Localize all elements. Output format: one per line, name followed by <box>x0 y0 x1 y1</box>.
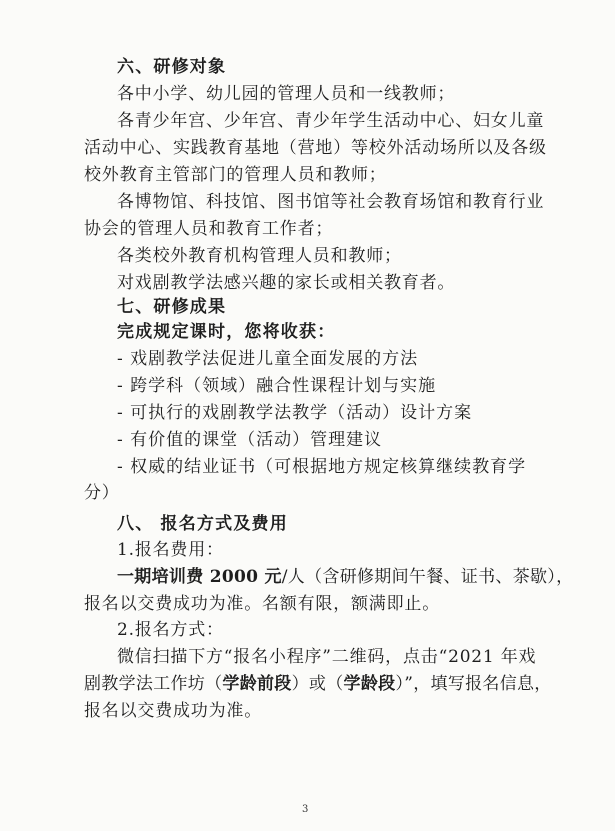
method-line-3: 报名以交费成功为准。 <box>84 701 262 721</box>
method-line-2 <box>84 671 552 697</box>
section-8-heading: 八、 报名方式及费用 <box>117 514 288 534</box>
section-7-bullet-2: - 跨学科（领域）融合性课程计划与实施 <box>117 376 437 396</box>
section-7-intro: 完成规定课时，您将收获： <box>117 322 336 342</box>
section-7-bullet-5a: - 权威的结业证书（可根据地方规定核算继续教育学 <box>117 457 527 477</box>
section-6-line-2b: 活动中心、实践教育基地（营地）等校外活动场所以及各级 <box>84 138 547 158</box>
section-6-line-3a: 各博物馆、科技馆、图书馆等社会教育场馆和教育行业 <box>117 192 545 212</box>
page-number: 3 <box>302 804 309 815</box>
section-7-bullet-4: - 有价值的课堂（活动）管理建议 <box>117 430 383 450</box>
section-6-heading: 六、研修对象 <box>117 57 227 77</box>
school-age-stage-text: 学龄段 <box>343 674 396 694</box>
section-6-line-4: 各类校外教育机构管理人员和教师； <box>117 246 402 266</box>
method-line-1: 微信扫描下方“报名小程序”二维码，点击“2021 年戏 <box>117 647 537 667</box>
fee-line-2: 报名以交费成功为准。名额有限，额满即止。 <box>84 594 440 614</box>
section-7-heading: 七、研修成果 <box>117 297 227 317</box>
section-6-line-2a: 各青少年宫、少年宫、青少年学生活动中心、妇女儿童 <box>117 111 545 131</box>
method-title: 2.报名方式： <box>117 620 224 640</box>
section-7-bullet-1: - 戏剧教学法促进儿童全面发展的方法 <box>117 349 419 369</box>
method-line-2-part-c: ）或（ <box>291 674 344 694</box>
fee-line-1 <box>117 564 573 590</box>
method-line-2-part-a: 剧教学法工作坊（ <box>84 674 223 694</box>
fee-title: 1.报名费用： <box>117 540 224 560</box>
fee-bold-text: 一期培训费 2000 元 <box>117 567 282 587</box>
fee-rest-text: /人（含研修期间午餐、证书、茶歇）， <box>281 567 574 587</box>
method-line-2-part-e: ）”，填写报名信息， <box>395 674 552 694</box>
preschool-stage-text: 学龄前段 <box>222 674 292 694</box>
section-6-line-1: 各中小学、幼儿园的管理人员和一线教师； <box>117 84 456 104</box>
section-6-line-2c: 校外教育主管部门的管理人员和教师； <box>84 165 387 185</box>
section-7-bullet-5b: 分） <box>84 483 120 503</box>
section-6-line-3b: 协会的管理人员和教育工作者； <box>84 219 334 239</box>
section-6-line-5: 对戏剧教学法感兴趣的家长或相关教育者。 <box>117 273 456 293</box>
section-7-bullet-3: - 可执行的戏剧教学法教学（活动）设计方案 <box>117 403 473 423</box>
